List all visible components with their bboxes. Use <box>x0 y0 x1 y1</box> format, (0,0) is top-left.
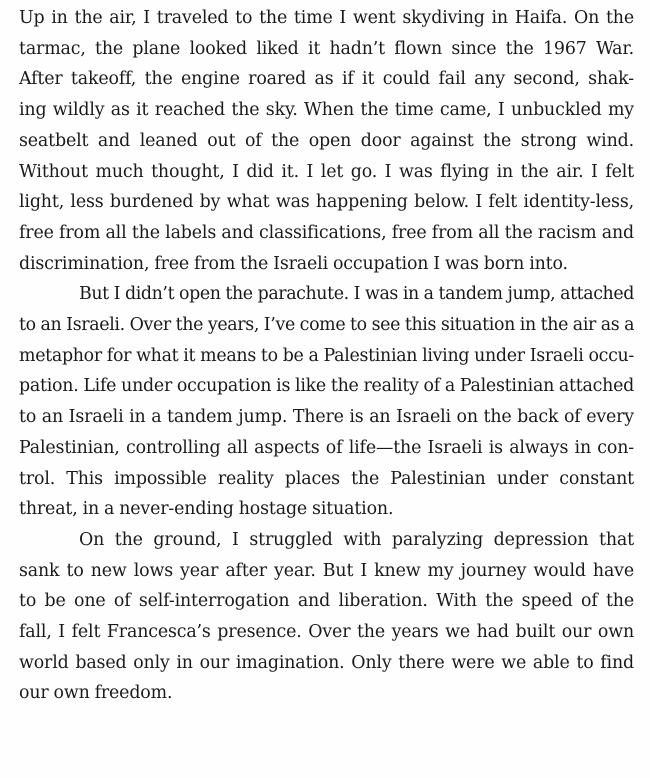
text-line: our own freedom. <box>19 683 173 704</box>
text-line: to be one of self-interrogation and liberation. With the speed of the <box>19 591 634 612</box>
paragraph-3 <box>19 525 634 709</box>
text-line: to an Israeli. Over the years, I’ve come to see this situation in the air as a <box>19 315 635 336</box>
paragraph-1 <box>19 3 634 279</box>
text-line: After takeoff, the engine roared as if it could fail any second, shak- <box>19 69 634 90</box>
text-line: fall, I felt Francesca’s presence. Over the years we had built our own <box>19 622 634 643</box>
text-line: tarmac, the plane looked liked it hadn’t flown since the 1967 War. <box>19 38 634 59</box>
text-line: ing wildly as it reached the sky. When the time came, I unbuckled my <box>19 100 634 121</box>
text-line: threat, in a never-ending hostage situation. <box>19 499 394 520</box>
text-line: Palestinian, controlling all aspects of life—the Israeli is always in con- <box>19 437 634 458</box>
paragraph-2 <box>19 279 634 525</box>
text-line: world based only in our imagination. Only there were we able to find <box>19 652 634 673</box>
text-line: But I didn’t open the parachute. I was in a tandem jump, attached <box>79 284 634 305</box>
text-line: free from all the labels and classifications, free from all the racism and <box>19 222 634 243</box>
text-line: light, less burdened by what was happening below. I felt identity-less, <box>19 192 634 213</box>
text-line: On the ground, I struggled with paralyzing depression that <box>79 529 634 550</box>
text-line: trol. This impossible reality places the Palestinian under constant <box>19 468 634 489</box>
text-line: sank to new lows year after year. But I knew my journey would have <box>19 560 634 581</box>
text-line: pation. Life under occupation is like the reality of a Palestinian attached <box>19 376 634 397</box>
text-line: discrimination, free from the Israeli occupation I was born into. <box>19 253 568 274</box>
text-line: Up in the air, I traveled to the time I went skydiving in Haifa. On the <box>19 8 634 28</box>
text-line: metaphor for what it means to be a Palestinian living under Israeli occu- <box>19 345 634 366</box>
text-line: Without much thought, I did it. I let go. I was flying in the air. I felt <box>19 161 634 182</box>
text-line: to an Israeli in a tandem jump. There is an Israeli on the back of every <box>19 407 634 428</box>
text-line: seatbelt and leaned out of the open door against the strong wind. <box>19 130 634 151</box>
